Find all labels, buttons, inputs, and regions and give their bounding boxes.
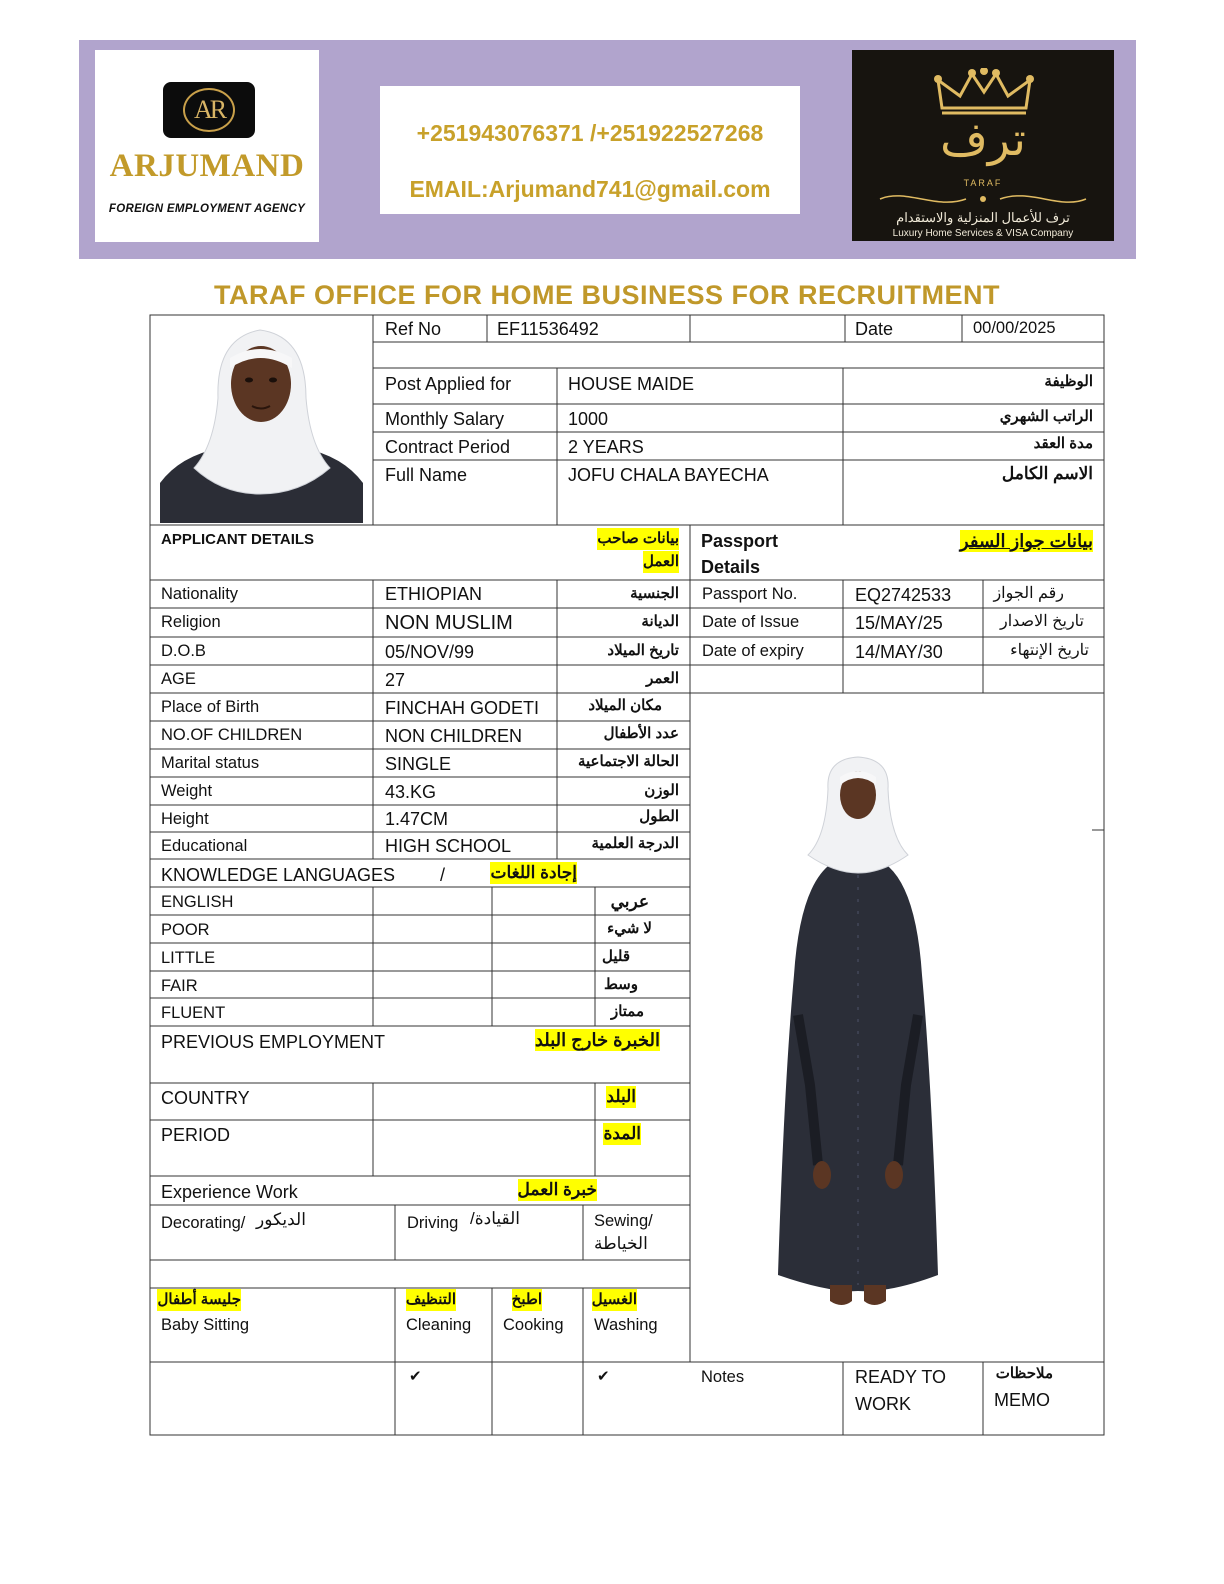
sewing-label: Sewing/ <box>594 1212 653 1230</box>
notes-label: Notes <box>701 1368 745 1386</box>
taraf-arabic-name: ترف للأعمال المنزلية والاستقدام <box>896 210 1070 225</box>
lang-poor-label: POOR <box>161 921 210 939</box>
applicant-details-heading: APPLICANT DETAILS <box>161 531 315 548</box>
notes-value-line1: READY TO <box>855 1367 947 1387</box>
date-label: Date <box>855 319 894 339</box>
cleaning-ar: التنظيف <box>406 1289 456 1311</box>
document-title: TARAF OFFICE FOR HOME BUSINESS FOR RECRUITMENT <box>214 280 1000 310</box>
expiry-date-label: Date of expiry <box>702 642 804 660</box>
monthly-salary-ar: الراتب الشهري <box>999 408 1093 425</box>
contract-period-value: 2 YEARS <box>568 437 644 457</box>
nationality-label: Nationality <box>161 585 239 603</box>
applicant-details-ar-1: بيانات صاحب <box>597 528 679 550</box>
lang-poor-ar: لا شيء <box>607 920 652 937</box>
washing-checkmark: ✔ <box>597 1368 610 1385</box>
driving-ar: /القيادة <box>470 1209 521 1228</box>
washing-label: Washing <box>594 1316 658 1334</box>
lang-fair-ar: وسط <box>603 976 638 993</box>
education-value: HIGH SCHOOL <box>385 836 512 856</box>
marital-status-value: SINGLE <box>385 754 452 774</box>
decorating-label: Decorating/ <box>161 1214 246 1232</box>
experience-heading-ar: خبرة العمل <box>517 1180 597 1199</box>
place-of-birth-label: Place of Birth <box>161 698 260 716</box>
cleaning-label: Cleaning <box>406 1316 472 1334</box>
taraf-calligraphy: ترف <box>940 112 1026 166</box>
agency-subtitle: FOREIGN EMPLOYMENT AGENCY <box>108 203 306 215</box>
washing-ar: الغسيل <box>592 1289 637 1311</box>
languages-separator: / <box>440 865 446 885</box>
notes-value-line2: WORK <box>855 1394 911 1414</box>
nationality-ar: الجنسية <box>630 585 679 602</box>
height-ar: الطول <box>639 808 679 825</box>
post-applied-ar: الوظيفة <box>1044 373 1093 390</box>
contract-period-label: Contract Period <box>385 437 511 457</box>
age-value: 27 <box>385 670 406 690</box>
issue-date-label: Date of Issue <box>702 613 800 631</box>
height-value: 1.47CM <box>385 809 449 829</box>
decorating-ar: الديكور <box>256 1210 306 1229</box>
children-ar: عدد الأطفال <box>603 725 679 742</box>
taraf-english-name: Luxury Home Services & VISA Company <box>892 228 1074 239</box>
issue-date-ar: تاريخ الاصدار <box>999 613 1084 630</box>
monthly-salary-label: Monthly Salary <box>385 409 505 429</box>
taraf-wordmark: TARAF <box>963 178 1003 188</box>
baby-sitting-ar: جليسة أطفال <box>157 1289 241 1311</box>
religion-value: NON MUSLIM <box>385 612 513 634</box>
contract-period-ar: مدة العقد <box>1033 435 1093 452</box>
cleaning-checkmark: ✔ <box>409 1368 422 1385</box>
religion-label: Religion <box>161 613 221 631</box>
expiry-date-value: 14/MAY/30 <box>855 642 943 662</box>
age-label: AGE <box>161 670 196 688</box>
dob-value: 05/NOV/99 <box>385 642 475 662</box>
email-address: EMAIL:Arjumand741@gmail.com <box>409 176 771 202</box>
languages-heading: KNOWLEDGE LANGUAGES <box>161 865 396 885</box>
lang-little-label: LITTLE <box>161 949 216 967</box>
lang-fluent-label: FLUENT <box>161 1004 226 1022</box>
passport-heading-1: Passport <box>701 531 779 551</box>
baby-sitting-label: Baby Sitting <box>161 1316 250 1334</box>
memo-label: MEMO <box>994 1390 1050 1410</box>
passport-no-label: Passport No. <box>702 585 798 603</box>
education-ar: الدرجة العلمية <box>591 835 679 852</box>
full-name-value: JOFU CHALA BAYECHA <box>568 465 769 485</box>
nationality-value: ETHIOPIAN <box>385 584 483 604</box>
ref-no-value: EF11536492 <box>497 319 599 339</box>
place-of-birth-ar: مكان الميلاد <box>588 697 662 714</box>
place-of-birth-value: FINCHAH GODETI <box>385 698 540 718</box>
passport-heading-2: Details <box>701 557 761 577</box>
ref-no-label: Ref No <box>385 319 442 339</box>
full-name-label: Full Name <box>385 465 468 485</box>
weight-label: Weight <box>161 782 213 800</box>
period-label: PERIOD <box>161 1125 231 1145</box>
full-body-illustration <box>770 755 945 1317</box>
agency-name: ARJUMAND <box>109 148 305 184</box>
previous-employment-ar: الخبرة خارج البلد <box>534 1030 660 1050</box>
weight-ar: الوزن <box>644 782 679 799</box>
full-body-photo <box>770 755 945 1317</box>
cooking-ar: اطبخ <box>512 1289 542 1311</box>
period-ar: المدة <box>603 1124 641 1143</box>
expiry-date-ar: تاريخ الإنتهاء <box>1010 642 1089 659</box>
dob-ar: تاريخ الميلاد <box>607 642 679 659</box>
country-ar: البلد <box>606 1087 636 1106</box>
passport-no-value: EQ2742533 <box>855 585 952 605</box>
passport-heading-ar: بيانات جواز السفر <box>959 531 1093 551</box>
full-name-ar: الاسم الكامل <box>1001 464 1093 483</box>
lang-fair-label: FAIR <box>161 977 198 995</box>
weight-value: 43.KG <box>385 782 437 802</box>
date-value: 00/00/2025 <box>973 319 1056 337</box>
phone-numbers: +251943076371 /+251922527268 <box>416 120 764 146</box>
height-label: Height <box>161 810 209 828</box>
post-applied-value: HOUSE MAIDE <box>568 374 695 394</box>
languages-heading-ar: إجادة اللغات <box>490 863 577 882</box>
dob-label: D.O.B <box>161 642 206 660</box>
portrait-illustration <box>160 318 363 523</box>
monthly-salary-value: 1000 <box>568 409 609 429</box>
children-label: NO.OF CHILDREN <box>161 726 303 744</box>
applicant-details-ar-2: العمل <box>643 551 679 573</box>
marital-status-label: Marital status <box>161 754 260 772</box>
lang-little-ar: قليل <box>601 948 630 965</box>
children-value: NON CHILDREN <box>385 726 523 746</box>
issue-date-value: 15/MAY/25 <box>855 613 943 633</box>
lang-arabic-label: عربي <box>610 892 649 911</box>
driving-label: Driving <box>407 1214 459 1232</box>
notes-ar: ملاحظات <box>995 1365 1053 1382</box>
passport-no-ar: رقم الجواز <box>993 585 1064 602</box>
sewing-ar: الخياطة <box>594 1234 648 1253</box>
experience-heading: Experience Work <box>161 1182 298 1202</box>
previous-employment-heading: PREVIOUS EMPLOYMENT <box>161 1032 386 1052</box>
lang-english-label: ENGLISH <box>161 893 234 911</box>
religion-ar: الديانة <box>641 613 679 630</box>
cooking-label: Cooking <box>503 1316 564 1334</box>
lang-fluent-ar: ممتاز <box>610 1003 644 1020</box>
marital-status-ar: الحالة الاجتماعية <box>577 753 679 770</box>
ar-logo-letters: AR <box>183 88 235 132</box>
country-label: COUNTRY <box>161 1088 250 1108</box>
portrait-photo <box>160 318 363 523</box>
age-ar: العمر <box>646 670 679 687</box>
education-label: Educational <box>161 837 248 855</box>
post-applied-label: Post Applied for <box>385 374 512 394</box>
